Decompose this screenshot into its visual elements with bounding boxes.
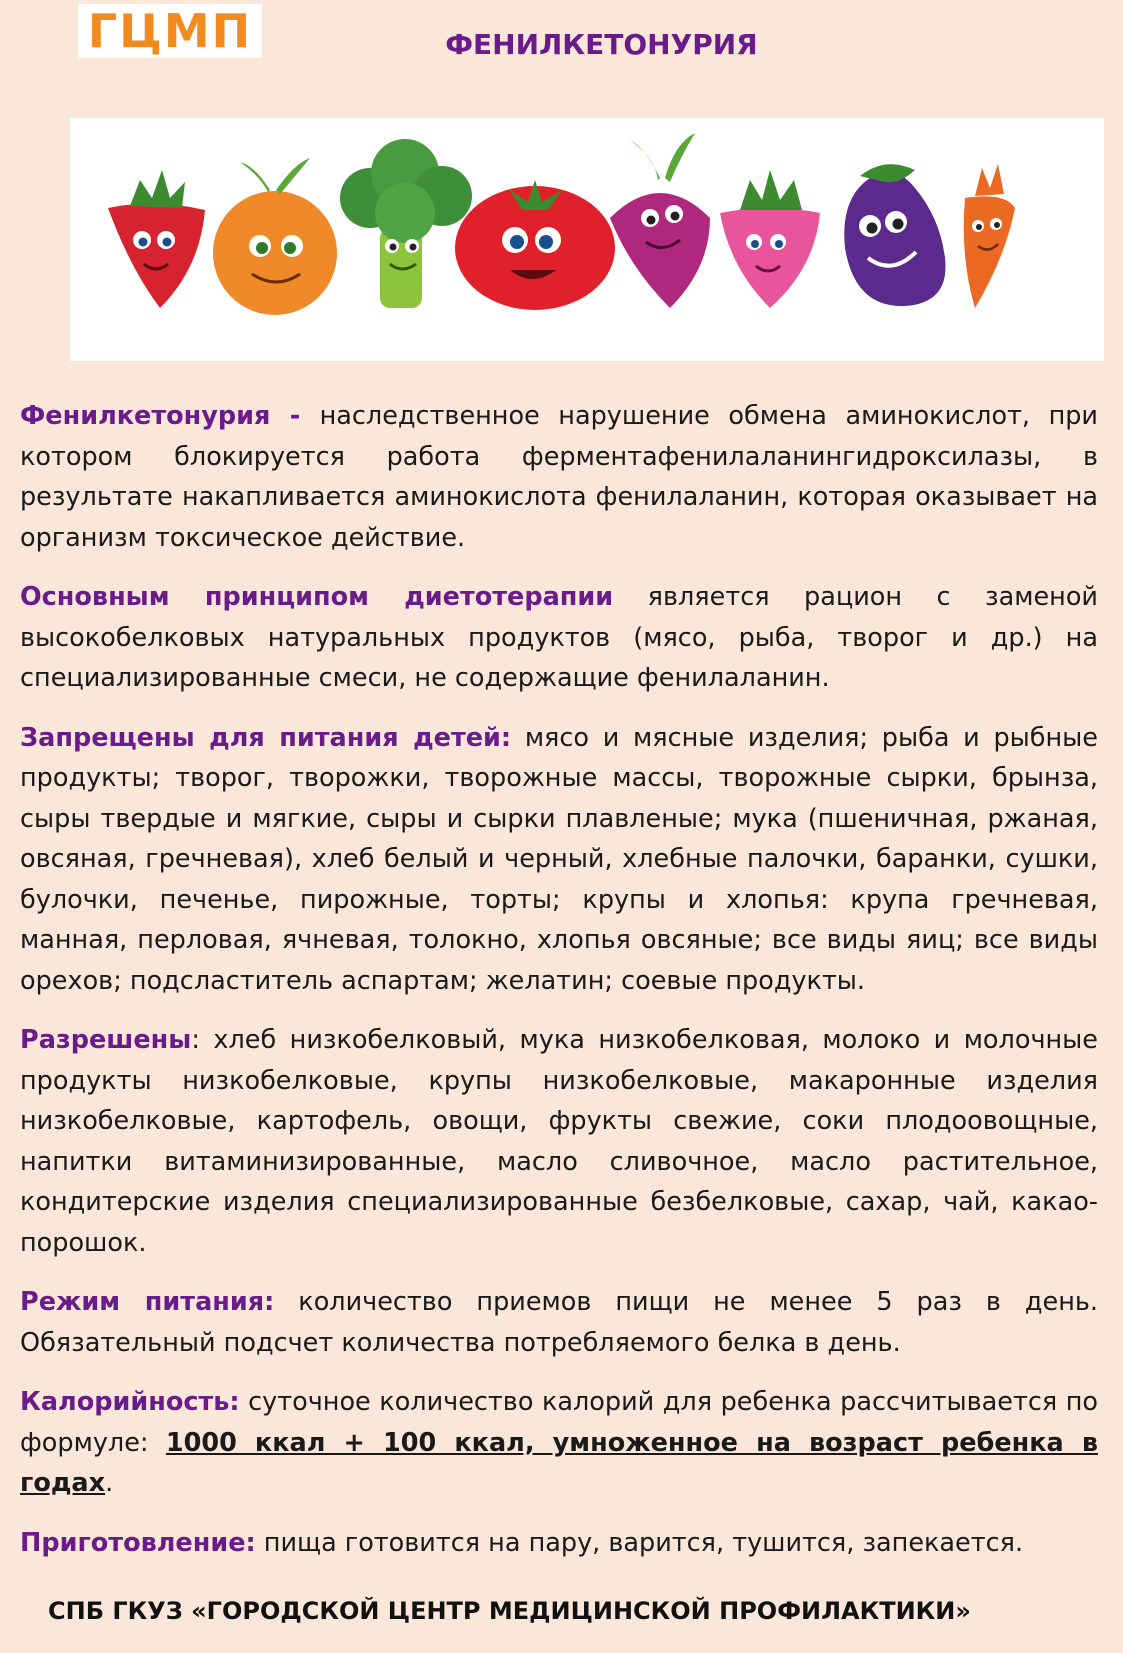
- definition-heading: Фенилкетонурия: [20, 401, 271, 431]
- article-body: [20, 396, 1098, 1582]
- cooking-paragraph: [20, 1523, 1098, 1564]
- footer-organization: СПБ ГКУЗ «ГОРОДСКОЙ ЦЕНТР МЕДИЦИНСКОЙ ПРОФИЛАКТИКИ»: [48, 1597, 971, 1625]
- regime-paragraph: [20, 1282, 1098, 1363]
- allowed-paragraph: [20, 1020, 1098, 1263]
- beet-icon: [610, 133, 710, 308]
- principle-text: является рацион с заменой высокобелковых натуральных продуктов (мясо, рыба, творог и др.) на специализированные смеси, не содержащие фенилаланин.: [20, 582, 1098, 693]
- principle-paragraph: [20, 577, 1098, 699]
- tomato-icon: [455, 180, 615, 310]
- calories-paragraph: [20, 1382, 1098, 1504]
- calories-text: суточное количество калорий для ребенка рассчитывается по формуле:: [20, 1387, 1098, 1458]
- page-title: ФЕНИЛКЕТОНУРИЯ: [445, 28, 758, 61]
- radish-icon: [720, 170, 820, 308]
- cooking-heading: Приготовление:: [20, 1527, 256, 1558]
- cooking-text: пища готовится на пару, варится, тушится, запекается.: [255, 1527, 1024, 1558]
- calories-tail: .: [105, 1468, 114, 1498]
- vegetables-banner: [70, 118, 1104, 361]
- eggplant-icon: [844, 164, 945, 306]
- definition-text: наследственное нарушение обмена аминокислот, при котором блокируется работа ферментафенилаланингидроксилазы, в результате накапливается аминокислота фенилаланин, которая оказывает на организм токсическое действие.: [20, 401, 1098, 553]
- definition-dash: -: [270, 401, 320, 431]
- definition-paragraph: [20, 396, 1098, 558]
- allowed-heading: Разрешены: [20, 1025, 192, 1055]
- forbidden-text: мясо и мясные изделия; рыба и рыбные продукты; творог, творожки, творожные массы, творожные сырки, брынза, сыры твердые и мягкие, сыры и сырки плавленые; мука (пшеничная, ржаная, овсяная, гречневая), хлеб белый и черный, хлебные палочки, баранки, сушки, булочки, печенье, пирожные, торты; крупы и хлопья: крупа гречневая, манная, перловая, ячневая, толокно, хлопья овсяные; все виды яиц; все виды орехов; подсластитель аспартам; желатин; соевые продукты.: [20, 722, 1098, 996]
- allowed-text: : хлеб низкобелковый, мука низкобелковая, молоко и молочные продукты низкобелковые, крупы низкобелковые, макаронные изделия низкобелковые, картофель, овощи, фрукты свежие, соки плодоовощные, напитки витаминизированные, масло сливочное, масло растительное, кондитерские изделия специализированные безбелковые, сахар, чай, какао-порошок.: [20, 1025, 1098, 1258]
- forbidden-heading: Запрещены для питания детей:: [20, 722, 512, 753]
- principle-heading: Основным принципом диетотерапии: [20, 582, 614, 612]
- broccoli-icon: [340, 139, 472, 308]
- orange-icon: [213, 158, 337, 315]
- strawberry-icon: [108, 170, 205, 308]
- regime-text: количество приемов пищи не менее 5 раз в день. Обязательный подсчет количества потребляемого белка в день.: [20, 1287, 1098, 1358]
- logo-text: ГЦМП: [87, 4, 253, 58]
- forbidden-paragraph: [20, 718, 1098, 1002]
- calories-formula: 1000 ккал + 100 ккал, умноженное на возраст ребенка в годах: [20, 1427, 1098, 1498]
- carrot-icon: [964, 164, 1015, 308]
- regime-heading: Режим питания:: [20, 1287, 275, 1317]
- calories-heading: Калорийность:: [20, 1387, 240, 1417]
